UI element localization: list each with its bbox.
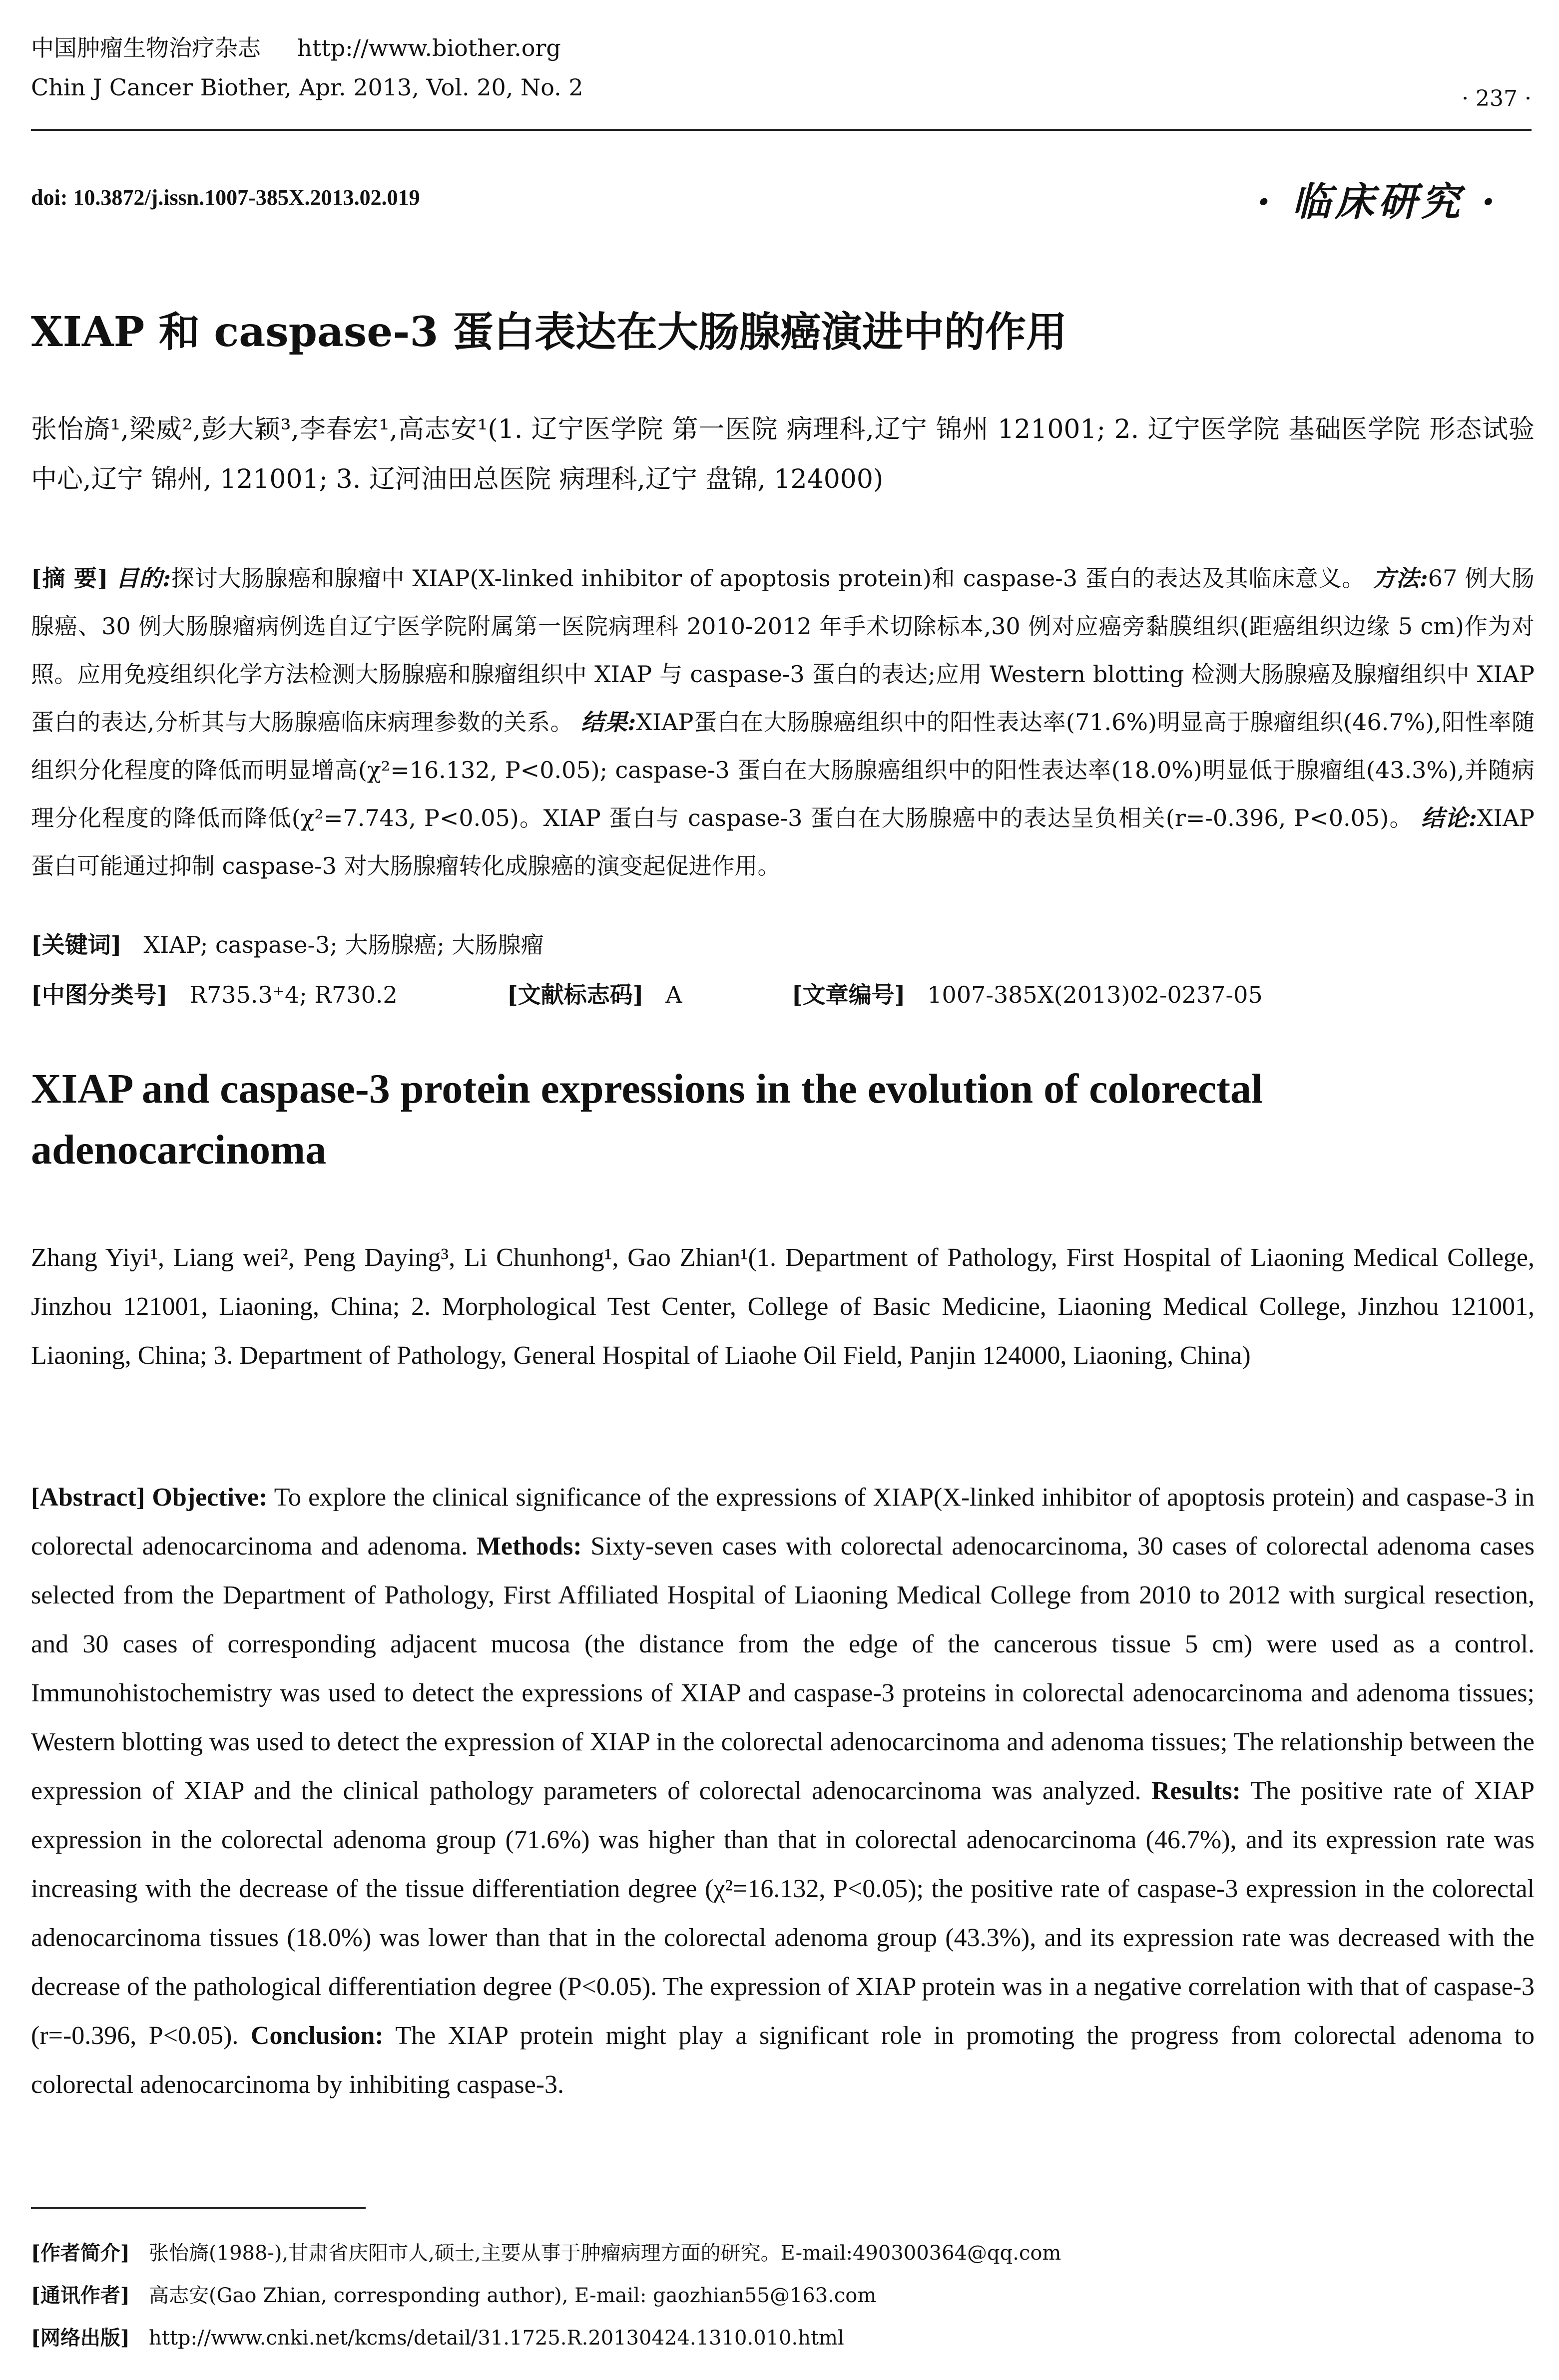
- results-cn: XIAP蛋白在大肠腺癌组织中的阳性表达率(71.6%)明显高于腺瘤组织(46.7%),阳性率随组织分化程度的降低而明显增高(χ²=16.132, P<0.05); caspase-3 蛋白在大肠腺癌组织中的阳性表达率(18.0%)明显低于腺瘤组(43.3%),并随病理分化程度的降低而降低(χ²=7.743, P<0.05)。XIAP 蛋白与 caspase-3 蛋白在大肠腺癌中的表达呈负相关(r=-0.396, P<0.05)。: [31, 709, 1535, 831]
- footnote-author-info: [31, 2237, 1535, 2266]
- conclusion-en: The XIAP protein might play a significant role in promoting the progress from colorectal adenoma to colorectal adenocarcinoma by inhibiting caspase-3.: [31, 2021, 1535, 2099]
- methods-cn: 67 例大肠腺癌、30 例大肠腺瘤病例选自辽宁医学院附属第一医院病理科 2010-2012 年手术切除标本,30 例对应癌旁黏膜组织(距癌组织边缘 5 cm)作为对照。应用免疫组织化学方法检测大肠腺癌和腺瘤组织中 XIAP 与 caspase-3 蛋白的表达;应用 Western blotting 检测大肠腺癌及腺瘤组织中 XIAP 蛋白的表达,分析其与大肠腺癌临床病理参数的关系。: [31, 565, 1535, 736]
- online-label: [网络出版]: [31, 2326, 130, 2350]
- footnote-rule: [31, 2207, 366, 2209]
- article-no-value: 1007-385X(2013)02-0237-05: [927, 981, 1263, 1008]
- keywords-value: XIAP; caspase-3; 大肠腺癌; 大肠腺瘤: [143, 931, 544, 958]
- clc-value: R735.3⁺4; R730.2: [189, 981, 398, 1008]
- methods-en: Sixty-seven cases with colorectal adenocarcinoma, 30 cases of colorectal adenoma cases selected from the Department of Pathology, First Affiliated Hospital of Liaoning Medical College from 2010 to 2012 with surgical resection, and 30 cases of corresponding adjacent mucosa (the distance from the edge of the cancerous tissue 5 cm) were used as a control. Immunohistochemistry was used to detect the expressions of XIAP and caspase-3 proteins in colorectal adenocarcinoma and adenoma tissues; Western blotting was used to detect the expression of XIAP in the colorectal adenocarcinoma and adenoma tissues; The relationship between the expression of XIAP and the clinical pathology parameters of colorectal adenocarcinoma was analyzed.: [31, 1532, 1535, 1805]
- corresponding-text: 高志安(Gao Zhian, corresponding author), E-mail: gaozhian55@163.com: [149, 2284, 877, 2307]
- doc-code-value: A: [665, 981, 682, 1008]
- section-label: · 临床研究 ·: [1257, 179, 1499, 225]
- conclusion-label-cn: 结论:: [1421, 804, 1477, 831]
- methods-label-cn: 方法:: [1373, 565, 1428, 592]
- english-authors: Zhang Yiyi¹, Liang wei², Peng Daying³, Li Chunhong¹, Gao Zhian¹(1. Department of Pathology, First Hospital of Liaoning Medical College, Jinzhou 121001, Liaoning, China; 2. Morphological Test Center, College of Basic Medicine, Liaoning Medical College, Jinzhou 121001, Liaoning, China; 3. Department of Pathology, General Hospital of Liaohe Oil Field, Panjin 124000, Liaoning, China): [31, 1243, 1535, 1370]
- clc-label: [中图分类号]: [31, 981, 168, 1008]
- corresponding-label: [通讯作者]: [31, 2284, 130, 2307]
- online-link[interactable]: http://www.cnki.net/kcms/detail/31.1725.R.20130424.1310.010.html: [149, 2327, 844, 2350]
- conclusion-cn: XIAP 蛋白可能通过抑制 caspase-3 对大肠腺瘤转化成腺癌的演变起促进作用。: [31, 804, 1535, 879]
- classification-row: [31, 977, 1535, 1010]
- abstract-label-cn: [摘 要]: [31, 565, 108, 592]
- article-no-label: [文章编号]: [791, 981, 906, 1008]
- doc-code-label: [文献标志码]: [507, 981, 644, 1008]
- results-label-cn: 结果:: [581, 709, 636, 736]
- keywords-label: [关键词]: [31, 931, 122, 958]
- objective-label-cn: 目的:: [115, 565, 171, 592]
- author-info-label: [作者简介]: [31, 2241, 130, 2265]
- objective-cn: 探讨大肠腺癌和腺瘤中 XIAP(X-linked inhibitor of apoptosis protein)和 caspase-3 蛋白的表达及其临床意义。: [171, 565, 1365, 592]
- doi: doi: 10.3872/j.issn.1007-385X.2013.02.019: [31, 185, 420, 210]
- abstract-label-en: [Abstract]: [31, 1483, 145, 1512]
- author-info-text: 张怡旖(1988-),甘肃省庆阳市人,硕士,主要从事于肿瘤病理方面的研究。E-mail:490300364@qq.com: [149, 2242, 1061, 2265]
- footnote-online: [31, 2322, 1535, 2351]
- journal-name-cn: 中国肿瘤生物治疗杂志: [31, 34, 261, 61]
- conclusion-label-en: Conclusion:: [250, 2021, 384, 2050]
- journal-name-en: Chin J Cancer Biother, Apr. 2013, Vol. 20, No. 2: [31, 74, 583, 101]
- footnote-corresponding: [31, 2280, 1535, 2308]
- journal-header-cn: [31, 30, 561, 63]
- results-en: The positive rate of XIAP expression in the colorectal adenoma group (71.6%) was higher than that in colorectal adenocarcinoma (46.7%), and its expression rate was increasing with the decrease of the tissue differentiation degree (χ²=16.132, P<0.05); the positive rate of caspase-3 expression in the colorectal adenocarcinoma tissues (18.0%) was lower than that in the colorectal adenoma group (43.3%), and its expression rate was decreased with the decrease of the pathological differentiation degree (P<0.05). The expression of XIAP protein was in a negative correlation with that of caspase-3 (r=-0.396, P<0.05).: [31, 1777, 1535, 2050]
- results-label-en: Results:: [1151, 1777, 1241, 1805]
- english-title: XIAP and caspase-3 protein expressions in the evolution of colorectal adenocarcinoma: [31, 1066, 1263, 1173]
- chinese-authors: 张怡旖¹,梁威²,彭大颖³,李春宏¹,高志安¹(1. 辽宁医学院 第一医院 病理科,辽宁 锦州 121001; 2. 辽宁医学院 基础医学院 形态试验中心,辽宁 锦州, 121001; 3. 辽河油田总医院 病理科,辽宁 盘锦, 124000): [31, 414, 1535, 494]
- methods-label-en: Methods:: [476, 1532, 582, 1561]
- chinese-abstract: [31, 554, 1535, 890]
- journal-url[interactable]: http://www.biother.org: [297, 34, 561, 61]
- header-rule: [31, 129, 1532, 131]
- chinese-title: XIAP 和 caspase-3 蛋白表达在大肠腺癌演进中的作用: [31, 308, 1067, 356]
- keywords-cn: [31, 927, 544, 960]
- page-number: · 237 ·: [1462, 86, 1532, 111]
- objective-label-en: Objective:: [152, 1483, 268, 1512]
- objective-en: To explore the clinical significance of the expressions of XIAP(X-linked inhibitor of apoptosis protein) and caspase-3 in colorectal adenocarcinoma and adenoma.: [31, 1483, 1535, 1561]
- english-abstract: [31, 1473, 1535, 2109]
